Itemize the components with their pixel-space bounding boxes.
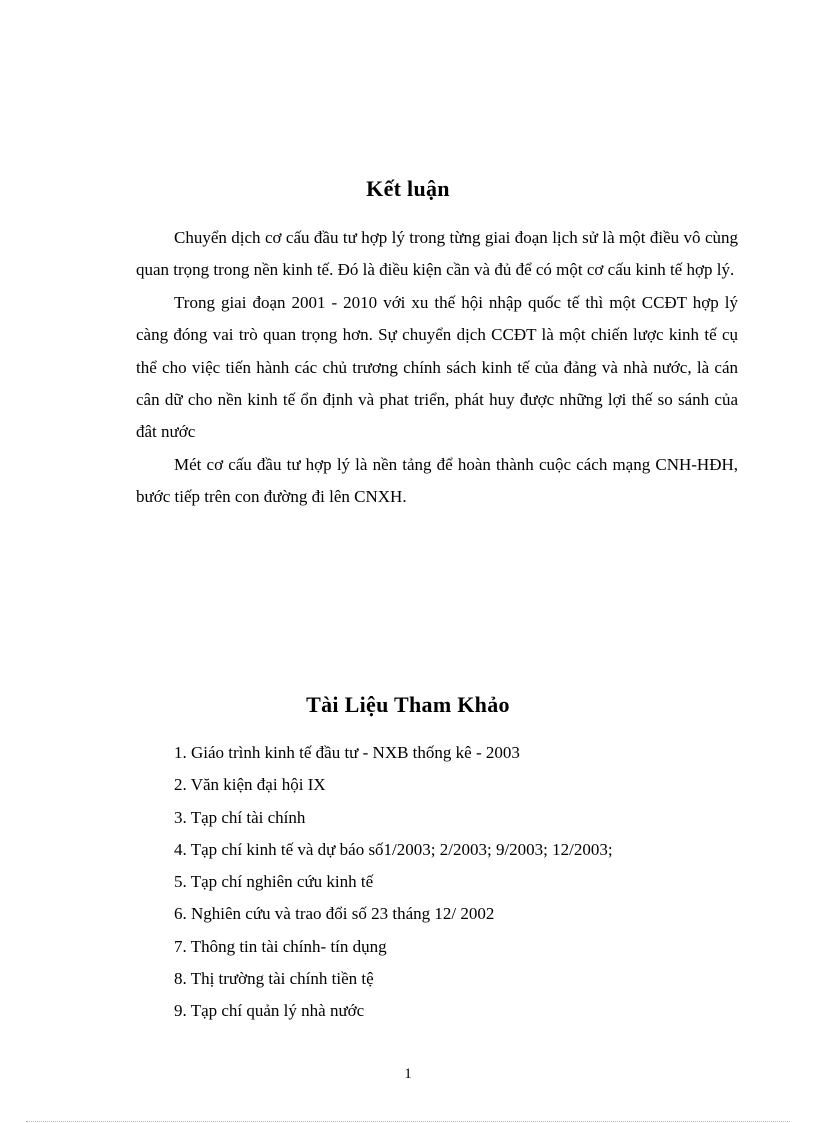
conclusion-heading: Kết luận xyxy=(366,176,450,201)
reference-item: 5. Tạp chí nghiên cứu kinh tế xyxy=(174,872,374,892)
reference-item: 7. Thông tin tài chính- tín dụng xyxy=(174,936,387,956)
page-bottom-divider xyxy=(26,1121,790,1122)
conclusion-paragraph-2: Trong giai đoạn 2001 - 2010 với xu thế hội nhập quốc tế thì một CCĐT hợp lý càng đóng vai trò quan trọng hơn. Sự chuyển dịch CCĐT là một chiến lược kinh tế cụ thể cho việc tiến hành các chủ trương chính sách kinh tế của đảng và nhà nước, là cán cân dữ cho nền kinh tế ổn định và phat triển, phát huy được những lợi thế so sánh của đât nước xyxy=(136,292,738,442)
reference-item: 9. Tạp chí quản lý nhà nước xyxy=(174,1001,365,1021)
reference-item: 1. Giáo trình kinh tế đầu tư - NXB thống kê - 2003 xyxy=(174,743,520,762)
reference-item: 8. Thị trường tài chính tiền tệ xyxy=(174,969,374,989)
page-number: 1 xyxy=(404,1066,412,1082)
reference-item: 2. Văn kiện đại hội IX xyxy=(174,775,326,795)
conclusion-body xyxy=(136,222,738,514)
references-heading: Tài Liệu Tham Khảo xyxy=(306,692,510,717)
reference-item: 4. Tạp chí kinh tế và dự báo số1/2003; 2/2003; 9/2003; 12/2003; xyxy=(174,839,613,859)
references-list xyxy=(174,737,613,1028)
reference-item: 6. Nghiên cứu và trao đổi số 23 tháng 12/ 2002 xyxy=(174,904,495,924)
reference-item: 3. Tạp chí tài chính xyxy=(174,807,306,827)
conclusion-paragraph-3: Mét cơ cấu đầu tư hợp lý là nền tảng để hoàn thành cuộc cách mạng CNH-HĐH, bước tiếp trên con đường đi lên CNXH. xyxy=(136,454,738,507)
conclusion-paragraph-1: Chuyển dịch cơ cấu đầu tư hợp lý trong từng giai đoạn lịch sử là một điều vô cùng quan trọng trong nền kinh tế. Đó là điều kiện cần và đủ để có một cơ cấu kinh tế hợp lý. xyxy=(136,228,738,280)
